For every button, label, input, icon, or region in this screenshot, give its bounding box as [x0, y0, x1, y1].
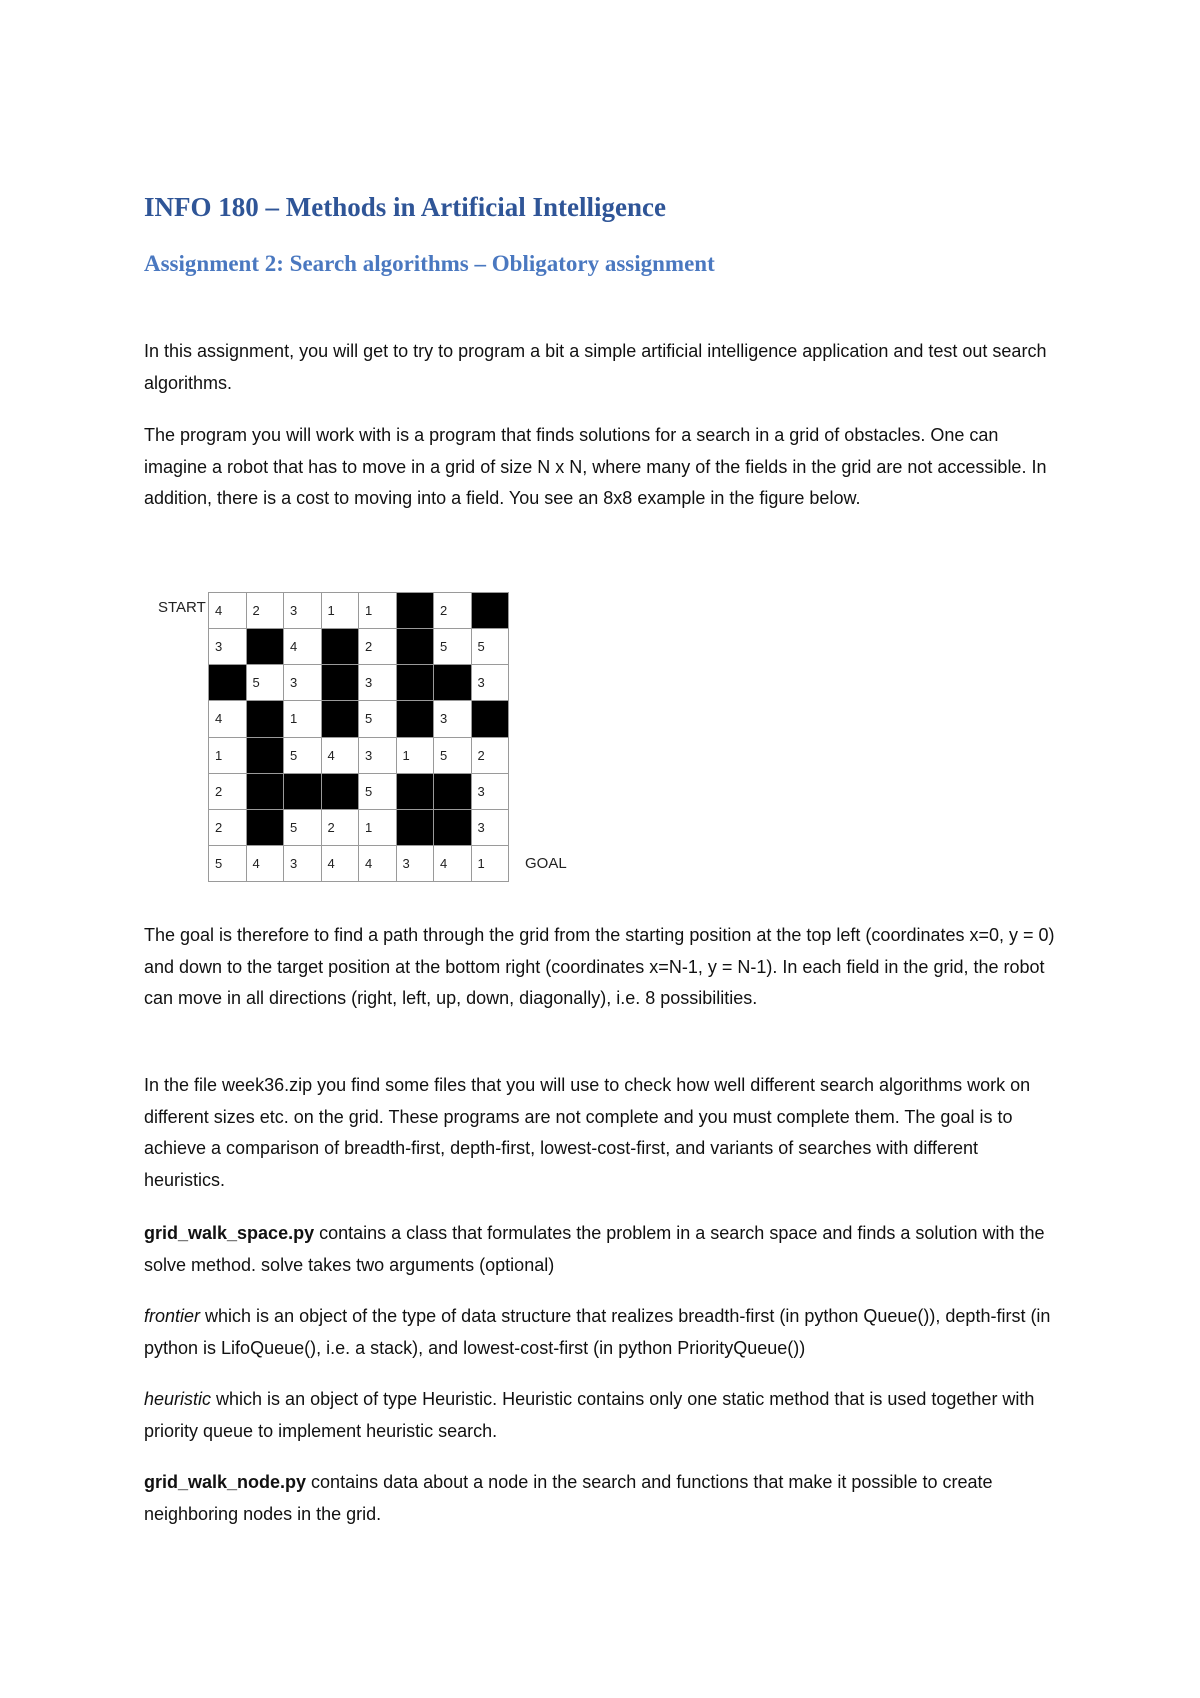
grid-cell: 1	[471, 845, 509, 881]
grid-cell-blocked	[321, 629, 359, 665]
grid-cell-blocked	[434, 809, 472, 845]
grid-row	[209, 773, 509, 809]
grid-cell-blocked	[246, 773, 284, 809]
grid-cell-blocked	[396, 629, 434, 665]
grid-cell-blocked	[284, 773, 322, 809]
grid-cell: 5	[209, 845, 247, 881]
grid-cell-blocked	[321, 701, 359, 737]
grid-cell: 1	[209, 737, 247, 773]
grid-cell: 3	[359, 665, 397, 701]
grid-cell: 1	[321, 593, 359, 629]
grid-cell: 1	[284, 701, 322, 737]
grid-cell: 5	[246, 665, 284, 701]
grid-cell-blocked	[471, 593, 509, 629]
space-file-description: contains a class that formulates the problem in a search space and finds a solution with the solve method. solve takes two arguments (optional)	[144, 1223, 1045, 1275]
grid-cell-blocked	[396, 665, 434, 701]
grid-cell: 3	[284, 845, 322, 881]
grid-cell: 3	[396, 845, 434, 881]
grid-row	[209, 593, 509, 629]
grid-cell-blocked	[396, 701, 434, 737]
grid-cell: 5	[359, 701, 397, 737]
grid-cell-blocked	[434, 773, 472, 809]
grid-cell: 2	[246, 593, 284, 629]
grid-cell: 1	[359, 593, 397, 629]
grid-cell-blocked	[434, 665, 472, 701]
grid-cell: 5	[284, 737, 322, 773]
grid-cell: 3	[284, 665, 322, 701]
grid-row	[209, 665, 509, 701]
grid-cell: 1	[359, 809, 397, 845]
grid-cell: 5	[434, 629, 472, 665]
heuristic-description: which is an object of type Heuristic. Heuristic contains only one static method that is used together with priority queue to implement heuristic search.	[144, 1389, 1035, 1441]
grid-cell: 5	[434, 737, 472, 773]
space-file-name: grid_walk_space.py	[144, 1223, 315, 1243]
grid-cell: 2	[209, 773, 247, 809]
grid-cell: 4	[434, 845, 472, 881]
grid-cell: 5	[471, 629, 509, 665]
grid-cell-blocked	[246, 737, 284, 773]
grid-cell: 2	[359, 629, 397, 665]
intro-paragraph: In this assignment, you will get to try to program a bit a simple artificial intelligence application and test out search algorithms.	[144, 341, 1047, 393]
grid-cell: 4	[209, 701, 247, 737]
grid-cell: 4	[246, 845, 284, 881]
grid-cell-blocked	[396, 593, 434, 629]
grid-cell: 4	[209, 593, 247, 629]
grid-cell-blocked	[396, 809, 434, 845]
grid-cell: 4	[284, 629, 322, 665]
grid-cell-blocked	[321, 665, 359, 701]
grid-cell: 2	[434, 593, 472, 629]
grid-row	[209, 809, 509, 845]
grid-cell: 3	[434, 701, 472, 737]
assignment-title: Assignment 2: Search algorithms – Obligatory assignment	[144, 251, 715, 276]
goal-label: GOAL	[525, 855, 567, 872]
grid-cell: 3	[471, 773, 509, 809]
grid-cell-blocked	[209, 665, 247, 701]
grid-cell: 3	[471, 665, 509, 701]
grid-cell: 2	[209, 809, 247, 845]
heuristic-paragraph	[144, 1384, 1064, 1447]
grid-figure	[144, 592, 624, 882]
frontier-description: which is an object of the type of data structure that realizes breadth-first (in python Queue()), depth-first (in python is LifoQueue(), i.e. a stack), and lowest-cost-first (in python PriorityQueue())	[144, 1306, 1051, 1358]
program-paragraph: The program you will work with is a program that finds solutions for a search in a grid of obstacles. One can imagine a robot that has to move in a grid of size N x N, where many of the fields in the grid are not accessible. In addition, there is a cost to moving into a field. You see an 8x8 example in the figure below.	[144, 425, 1047, 508]
grid-cell: 3	[359, 737, 397, 773]
grid-cell-blocked	[471, 701, 509, 737]
grid-walk-node-paragraph	[144, 1467, 1064, 1530]
grid-cell: 3	[209, 629, 247, 665]
grid-cell: 5	[359, 773, 397, 809]
grid-cell: 1	[396, 737, 434, 773]
grid-cell-blocked	[246, 701, 284, 737]
grid-cell: 2	[471, 737, 509, 773]
grid-row	[209, 629, 509, 665]
grid-row	[209, 845, 509, 881]
grid-cell-blocked	[246, 629, 284, 665]
course-title: INFO 180 – Methods in Artificial Intelligence	[144, 192, 666, 222]
grid-cell: 3	[284, 593, 322, 629]
grid-cell: 5	[284, 809, 322, 845]
goal-paragraph: The goal is therefore to find a path through the grid from the starting position at the top left (coordinates x=0, y = 0) and down to the target position at the bottom right (coordinates x=N-1, y = N-1). In each field in the grid, the robot can move in all directions (right, left, up, down, diagonally), i.e. 8 possibilities.	[144, 925, 1055, 1008]
grid-cell-blocked	[396, 773, 434, 809]
node-file-description: contains data about a node in the search and functions that make it possible to create neighboring nodes in the grid.	[144, 1472, 993, 1524]
grid-row	[209, 737, 509, 773]
grid-cell: 2	[321, 809, 359, 845]
grid-cell-blocked	[246, 809, 284, 845]
grid-cell: 4	[321, 737, 359, 773]
node-file-name: grid_walk_node.py	[144, 1472, 307, 1492]
grid-row	[209, 701, 509, 737]
grid-cell-blocked	[321, 773, 359, 809]
start-label: START	[158, 599, 206, 616]
frontier-term: frontier	[144, 1306, 201, 1326]
grid-cell: 4	[321, 845, 359, 881]
files-paragraph: In the file week36.zip you find some files that you will use to check how well different search algorithms work on different sizes etc. on the grid. These programs are not complete and you must complete them. The goal is to achieve a comparison of breadth-first, depth-first, lowest-cost-first, and variants of searches with different heuristics.	[144, 1075, 1031, 1190]
frontier-paragraph	[144, 1301, 1064, 1364]
heuristic-term: heuristic	[144, 1389, 212, 1409]
grid-cell: 3	[471, 809, 509, 845]
obstacle-grid	[208, 592, 509, 882]
grid-cell: 4	[359, 845, 397, 881]
grid-walk-space-paragraph	[144, 1218, 1064, 1281]
